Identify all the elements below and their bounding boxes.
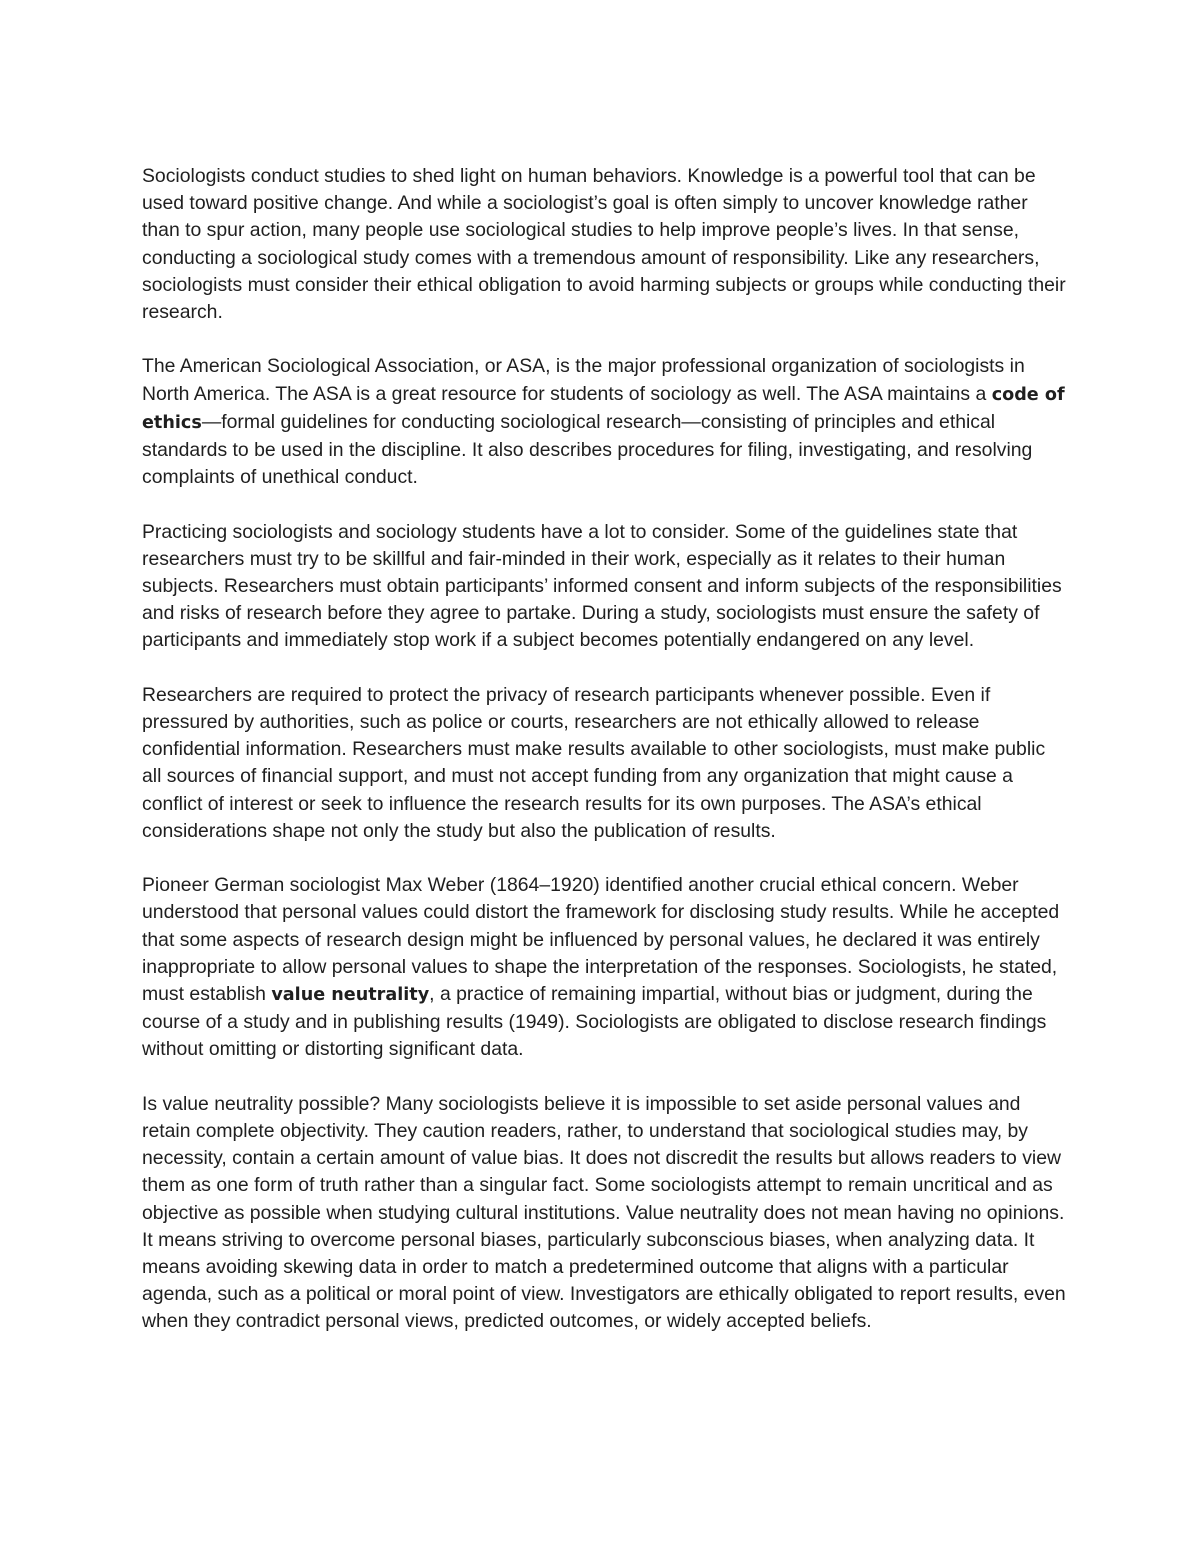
paragraph-asa-text-before: The American Sociological Association, or ASA, is the major professional organization of sociologists in North America. The ASA is a great resource for students of sociology as well. The ASA maintains a <box>142 355 1025 405</box>
paragraph-privacy: Researchers are required to protect the privacy of research participants whenever possible. Even if pressured by authorities, such as police or courts, researchers are not ethically allowed to release confidential information. Researchers must make results available to other sociologists, must make public all sources of financial support, and must not accept funding from any organization that might cause a conflict of interest or seek to influence the research results for its own purposes. The ASA’s ethical considerations shape not only the study but also the publication of results. <box>142 683 1046 842</box>
key-term-code-of-ethics: code of ethics <box>142 384 1065 433</box>
paragraph-guidelines: Practicing sociologists and sociology students have a lot to consider. Some of the guidelines state that researchers must try to be skillful and fair-minded in their work, especially as it relates to their human subjects. Researchers must obtain participants’ informed consent and inform subjects of the responsibilities and risks of research before they agree to partake. During a study, sociologists must ensure the safety of participants and immediately stop work if a subject becomes potentially endangered on any level. <box>142 520 1062 652</box>
paragraph-weber-text-after: , a practice of remaining impartial, without bias or judgment, during the course of a study and in publishing results (1949). Sociologists are obligated to disclose research findings without omitting or distorting significant data. <box>142 983 1047 1061</box>
paragraph-weber-value-neutrality <box>142 872 1067 1063</box>
paragraph-weber-text-before: Pioneer German sociologist Max Weber (1864–1920) identified another crucial ethical concern. Weber understood that personal values could distort the framework for disclosing study results. While he accepted that some aspects of research design might be influenced by personal values, he declared it was entirely inappropriate to allow personal values to shape the interpretation of the responses. Sociologists, he stated, must establish <box>142 874 1060 1006</box>
paragraph-asa-text-after: —formal guidelines for conducting sociological research—consisting of principles and ethical standards to be used in the discipline. It also describes procedures for filing, investigating, and resolving complaints of unethical conduct. <box>142 410 1033 489</box>
document-body <box>142 163 1067 1336</box>
key-term-value-neutrality: value neutrality <box>271 985 430 1006</box>
paragraph-objectivity: Is value neutrality possible? Many sociologists believe it is impossible to set aside personal values and retain complete objectivity. They caution readers, rather, to understand that sociological studies may, by necessity, contain a certain amount of value bias. It does not discredit the results but allows readers to view them as one form of truth rather than a singular fact. Some sociologists attempt to remain uncritical and as objective as possible when studying cultural institutions. Value neutrality does not mean having no opinions. It means striving to overcome personal biases, particularly subconscious biases, when analyzing data. It means avoiding skewing data in order to match a predetermined outcome that aligns with a particular agenda, such as a political or moral point of view. Investigators are ethically obligated to report results, even when they contradict personal views, predicted outcomes, or widely accepted beliefs. <box>142 1092 1066 1333</box>
paragraph-ethics-intro: Sociologists conduct studies to shed light on human behaviors. Knowledge is a powerful tool that can be used toward positive change. And while a sociologist’s goal is often simply to uncover knowledge rather than to spur action, many people use sociological studies to help improve people’s lives. In that sense, conducting a sociological study comes with a tremendous amount of responsibility. Like any researchers, sociologists must consider their ethical obligation to avoid harming subjects or groups while conducting their research. <box>142 165 1066 324</box>
paragraph-asa-code-of-ethics <box>142 353 1067 491</box>
